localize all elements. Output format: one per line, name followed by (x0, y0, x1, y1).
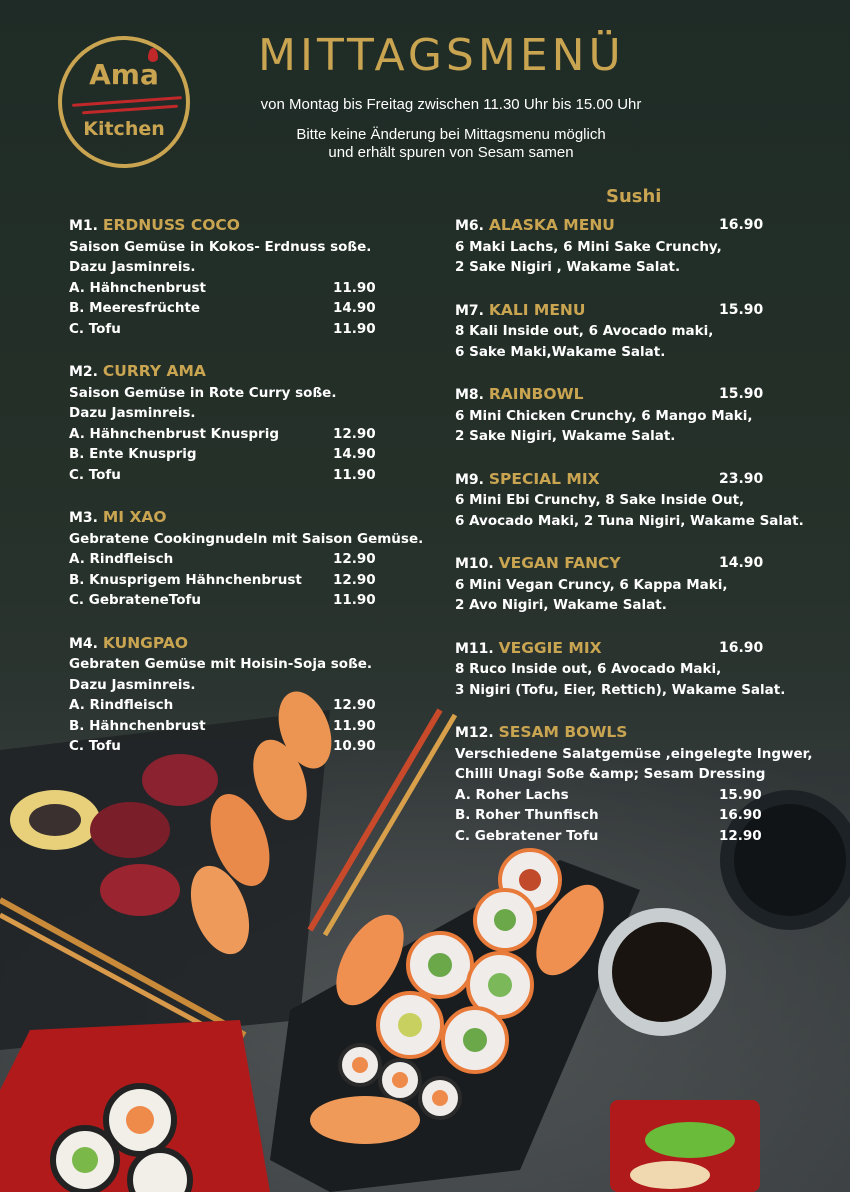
menu-item-code: M8. (455, 387, 484, 403)
menu-item-code: M3. (69, 510, 98, 526)
menu-item (455, 300, 845, 363)
menu-option (69, 298, 439, 319)
menu-option (69, 736, 439, 757)
menu-item-name: SPECIAL MIX (488, 469, 600, 488)
option-label: C. Tofu (69, 738, 121, 754)
menu-item-code: M12. (455, 725, 494, 741)
opening-hours: von Montag bis Freitag zwischen 11.30 Uhr bis 15.00 Uhr (260, 96, 642, 113)
menu-item-description: 6 Avocado Maki, 2 Tuna Nigiri, Wakame Salat. (455, 512, 804, 529)
menu-item (455, 469, 845, 532)
menu-item-code: M7. (455, 302, 484, 319)
option-price: 11.90 (333, 717, 376, 734)
option-price: 10.90 (333, 738, 376, 754)
menu-item-name: ALASKA MENU (488, 216, 615, 234)
menu-item-header (69, 633, 439, 655)
menu-item-description: 6 Mini Chicken Crunchy, 6 Mango Maki, (455, 407, 753, 424)
page-title: MITTAGSMENÜ (258, 30, 625, 81)
menu-item-code: M10. (455, 556, 494, 572)
menu-item-description: Gebraten Gemüse mit Hoisin-Soja soße. (69, 656, 373, 672)
menu-item-description: 2 Sake Nigiri , Wakame Salat. (455, 259, 681, 275)
logo-text-ama: Ama (89, 58, 159, 91)
option-label: B. Hähnchenbrust (69, 717, 206, 734)
menu-option (69, 570, 439, 591)
option-price: 15.90 (719, 786, 762, 803)
option-price: 11.90 (333, 466, 376, 483)
menu-item (69, 361, 439, 485)
menu-item-header (69, 507, 439, 529)
menu-item-name: CURRY AMA (102, 362, 206, 380)
option-price: 11.90 (333, 320, 376, 337)
menu-item-description: 2 Sake Nigiri, Wakame Salat. (455, 428, 676, 444)
option-price: 12.90 (333, 425, 376, 442)
menu-item-header (69, 361, 439, 383)
menu-item-header (455, 215, 845, 237)
menu-item-price: 15.90 (719, 386, 764, 402)
menu-item-header (455, 553, 845, 575)
menu-item-name: VEGGIE MIX (498, 638, 602, 657)
menu-item-description: 8 Ruco Inside out, 6 Avocado Maki, (455, 661, 722, 677)
menu-option (69, 465, 439, 486)
menu-item-description: Dazu Jasminreis. (69, 259, 196, 275)
option-label: A. Roher Lachs (455, 786, 569, 803)
option-label: C. Tofu (69, 466, 121, 483)
option-label: A. Hähnchenbrust (69, 279, 206, 296)
sushi-menu-column-right (455, 215, 845, 868)
menu-item-code: M4. (69, 635, 98, 652)
menu-note-line: Bitte keine Änderung bei Mittagsmenu möglich (296, 126, 606, 143)
menu-option (69, 549, 439, 570)
menu-option (69, 444, 439, 465)
menu-item-header (455, 469, 845, 491)
menu-option (69, 695, 439, 716)
menu-item (455, 215, 845, 278)
menu-option (455, 826, 845, 847)
menu-item-description: 6 Maki Lachs, 6 Mini Sake Crunchy, (455, 238, 722, 255)
menu-item-description: 6 Sake Maki,Wakame Salat. (455, 343, 666, 360)
menu-item-description: Dazu Jasminreis. (69, 405, 196, 421)
option-label: A. Rindfleisch (69, 551, 174, 567)
menu-item-header (455, 638, 845, 660)
menu-item-description: 6 Mini Vegan Cruncy, 6 Kappa Maki, (455, 576, 728, 593)
menu-option (69, 716, 439, 737)
menu-item-name: MI XAO (102, 508, 167, 526)
menu-item-description: 8 Kali Inside out, 6 Avocado maki, (455, 323, 714, 339)
menu-item-code: M11. (455, 640, 494, 657)
menu-item (455, 638, 845, 701)
option-price: 11.90 (333, 279, 376, 296)
menu-item-header (69, 215, 439, 237)
option-price: 14.90 (333, 446, 376, 462)
menu-item-name: KALI MENU (488, 300, 586, 319)
menu-item-description: Chilli Unagi Soße &amp; Sesam Dressing (455, 766, 766, 782)
option-price: 12.90 (333, 571, 376, 588)
menu-item (69, 215, 439, 339)
menu-item-code: M6. (455, 218, 484, 234)
menu-item-header (455, 722, 845, 744)
menu-item-name: SESAM BOWLS (498, 723, 628, 741)
menu-option (455, 785, 845, 806)
menu-item (69, 507, 439, 611)
option-price: 12.90 (333, 697, 376, 713)
sushi-section-heading: Sushi (606, 186, 662, 207)
menu-item-price: 14.90 (719, 555, 764, 571)
lunch-menu-column-left (69, 215, 439, 779)
option-price: 12.90 (719, 827, 762, 844)
menu-option (69, 278, 439, 299)
option-label: B. Meeresfrüchte (69, 300, 201, 316)
menu-item-description: 3 Nigiri (Tofu, Eier, Rettich), Wakame Salat. (455, 681, 786, 698)
menu-option (69, 590, 439, 611)
menu-item (455, 384, 845, 447)
option-price: 12.90 (333, 551, 376, 567)
option-label: C. GebrateneTofu (69, 592, 201, 608)
option-price: 11.90 (333, 592, 376, 608)
menu-item-name: KUNGPAO (102, 633, 189, 652)
menu-item-name: VEGAN FANCY (498, 554, 621, 572)
menu-item-description: 6 Mini Ebi Crunchy, 8 Sake Inside Out, (455, 492, 745, 508)
option-label: B. Ente Knusprig (69, 446, 197, 462)
option-label: B. Knusprigem Hähnchenbrust (69, 571, 302, 588)
menu-item-name: RAINBOWL (488, 385, 584, 403)
menu-item (69, 633, 439, 757)
option-label: C. Gebratener Tofu (455, 827, 599, 844)
menu-item-price: 16.90 (719, 639, 764, 656)
option-label: C. Tofu (69, 320, 121, 337)
menu-item-price: 23.90 (719, 470, 764, 487)
menu-item-price: 16.90 (719, 217, 764, 233)
menu-item-description: Saison Gemüse in Rote Curry soße. (69, 384, 337, 401)
menu-item (455, 722, 845, 846)
menu-item-header (455, 384, 845, 406)
menu-item-description: Gebratene Cookingnudeln mit Saison Gemüse. (69, 530, 424, 547)
menu-item-description: Saison Gemüse in Kokos- Erdnuss soße. (69, 238, 372, 255)
menu-option (69, 319, 439, 340)
option-price: 16.90 (719, 807, 762, 823)
menu-item-header (455, 300, 845, 322)
menu-item-code: M2. (69, 364, 98, 380)
menu-item-code: M1. (69, 218, 98, 234)
menu-option (455, 805, 845, 826)
menu-option (69, 424, 439, 445)
menu-item-code: M9. (455, 471, 484, 488)
menu-item-description: 2 Avo Nigiri, Wakame Salat. (455, 597, 667, 613)
option-label: B. Roher Thunfisch (455, 807, 599, 823)
option-price: 14.90 (333, 300, 376, 316)
menu-note (236, 126, 666, 162)
restaurant-logo (58, 36, 190, 168)
option-label: A. Hähnchenbrust Knusprig (69, 425, 279, 442)
logo-text-kitchen: Kitchen (83, 118, 165, 140)
menu-note-line: und erhält spuren von Sesam samen (328, 144, 574, 161)
menu-item (455, 553, 845, 616)
menu-item-price: 15.90 (719, 301, 764, 318)
menu-item-description: Verschiedene Salatgemüse ,eingelegte Ingwer, (455, 745, 813, 762)
menu-item-name: ERDNUSS COCO (102, 216, 240, 234)
menu-item-description: Dazu Jasminreis. (69, 676, 196, 693)
option-label: A. Rindfleisch (69, 697, 174, 713)
